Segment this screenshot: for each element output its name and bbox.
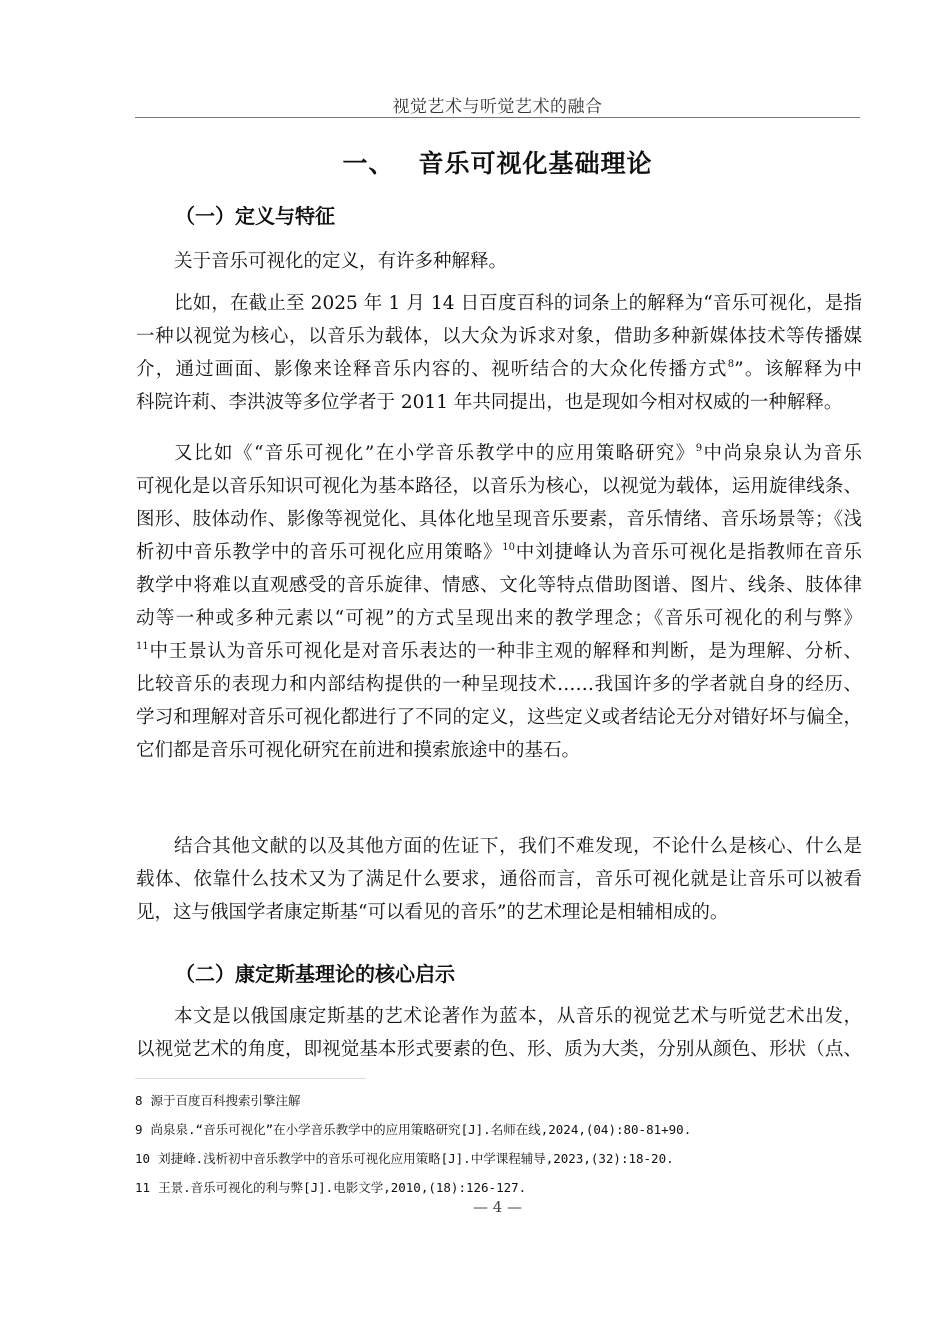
text-line: 以视觉艺术的角度，即视觉基本形式要素的色、形、质为大类，分别从颜色、形状（点、 [136,1039,862,1060]
text-segment: 析初中音乐教学中的音乐可视化应用策略》 [136,542,503,563]
text-line: 图形、肢体动作、影像等视觉化、具体化地呈现音乐要素，音乐情绪、音乐场景等；《浅 [136,509,862,530]
footnote-separator [135,1078,366,1079]
footnote-number: 10 [135,1151,151,1166]
text-line: 比如，在截止至 2025 年 1 月 14 日百度百科的词条上的解释为“音乐可视化，是指 [174,293,862,314]
footnote-text: 源于百度百科搜索引擎注解 [150,1093,301,1108]
paragraph [136,830,862,929]
text-line: 动等一种或多种元素以“可视”的方式呈现出来的教学理念；《音乐可视化的利与弊》 [136,608,862,629]
text-line [136,536,862,569]
text-line: 它们都是音乐可视化研究在前进和摸索旅途中的基石。 [136,740,581,761]
text-line [136,437,862,470]
text-segment: 中刘捷峰认为音乐可视化是指教师在音乐 [515,542,862,563]
paragraph [136,287,862,419]
text-segment: 中王景认为音乐可视化是对音乐表达的一种非主观的解释和判断，是为理解、分析、 [148,641,862,662]
footnote-9 [135,1115,860,1144]
text-line: 见，这与俄国学者康定斯基“可以看见的音乐”的艺术理论是相辅相成的。 [136,902,729,923]
footnote-text: 刘捷峰.浅析初中音乐教学中的音乐可视化应用策略[J].中学课程辅导,2023,(32):18-20. [158,1151,674,1166]
paragraph [136,1000,862,1066]
text-line [136,635,862,668]
footnote-8 [135,1086,860,1115]
footnote-ref-9[interactable]: 9 [695,443,703,454]
paragraph [136,245,862,278]
text-segment: 又比如《“音乐可视化”在小学音乐教学中的应用策略研究》 [174,443,696,464]
footnote-text: 尚泉泉.“音乐可视化”在小学音乐教学中的应用策略研究[J].名师在线,2024,(04):80-81+90. [150,1122,692,1137]
page-number: — 4 — [472,1198,523,1216]
paragraph [136,437,862,767]
text-segment: 介，通过画面、影像来诠释音乐内容的、视听结合的大众化传播方式 [136,359,728,380]
chapter-title [135,144,860,180]
text-line: 学习和理解对音乐可视化都进行了不同的定义，这些定义或者结论无分对错好坏与偏全， [136,707,862,728]
running-header: 视觉艺术与听觉艺术的融合 [392,97,603,117]
text-line: 教学中将难以直观感受的音乐旋律、情感、文化等特点借助图谱、图片、线条、肢体律 [136,575,862,596]
footnote-text: 王景.音乐可视化的利与弊[J].电影文学,2010,(18):126-127. [158,1180,527,1195]
text-line: 比较音乐的表现力和内部结构提供的一种呈现技术……我国许多的学者就自身的经历、 [136,674,862,695]
text-line: 结合其他文献的以及其他方面的佐证下，我们不难发现，不论什么是核心、什么是 [174,836,862,857]
section-title-1: （一）定义与特征 [175,204,335,228]
text-line: 科院许莉、李洪波等多位学者于 2011 年共同提出，也是现如今相对权威的一种解释。 [136,392,843,413]
footnote-number: 8 [135,1093,143,1108]
text-line [136,353,862,386]
header-divider [135,117,860,118]
footnote-number: 11 [135,1180,151,1195]
footnote-ref-10[interactable]: 10 [502,542,515,553]
text-segment: 中尚泉泉认为音乐 [702,443,862,464]
text-segment: ”。该解释为中 [734,359,862,380]
text-line: 本文是以俄国康定斯基的艺术论著作为蓝本，从音乐的视觉艺术与听觉艺术出发， [174,1006,862,1027]
text-line: 可视化是以音乐知识可视化为基本路径，以音乐为核心，以视觉为载体，运用旋律线条、 [136,476,862,497]
text-line: 一种以视觉为核心，以音乐为载体，以大众为诉求对象，借助多种新媒体技术等传播媒 [136,326,862,347]
footnote-10 [135,1144,860,1173]
text-line: 关于音乐可视化的定义，有许多种解释。 [174,251,508,272]
chapter-number: 一、 [342,149,395,178]
footnote-ref-11[interactable]: 11 [136,641,149,652]
footnote-number: 9 [135,1122,143,1137]
footnotes [135,1086,860,1202]
section-title-2: （二）康定斯基理论的核心启示 [175,962,455,986]
text-line: 载体、依靠什么技术又为了满足什么要求，通俗而言，音乐可视化就是让音乐可以被看 [136,869,862,890]
chapter-title-text: 音乐可视化基础理论 [418,149,653,178]
footnote-ref-8[interactable]: 8 [727,359,735,370]
